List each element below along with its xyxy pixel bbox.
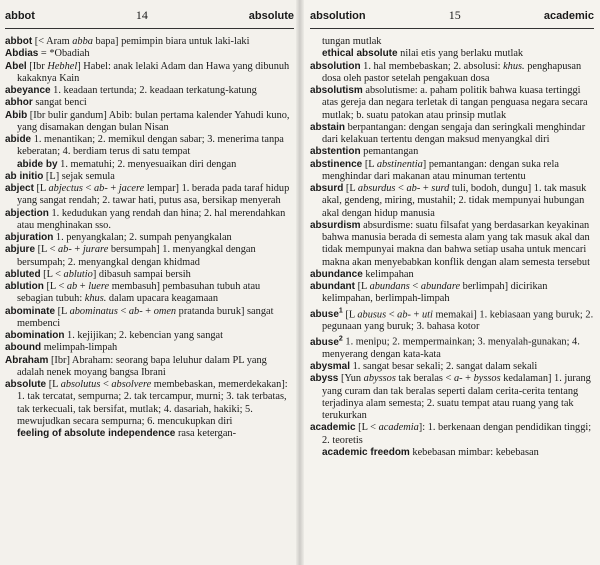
definition-text: [L < [35,244,58,256]
italic-term: luere [88,281,110,292]
definition-text: melimpah-limpah [41,342,118,354]
dictionary-entry [310,220,594,269]
definition-text: rasa ketergan- [175,428,237,439]
definition-text: + [462,373,474,385]
definition-text: = *Obadiah [38,48,90,60]
italic-term: khus. [84,293,107,305]
dictionary-entry [310,146,594,158]
dictionary-entry [310,333,594,361]
headword: abysmal [310,361,351,373]
italic-term: ab- [58,244,72,256]
definition-text: 1. menantikan; 2. memikul dengan sabar; 3. menerima tanpa keberatan; 4. berdiam terus di satu tempat [17,134,284,158]
sub-entry [310,447,594,459]
running-head-right [310,8,594,28]
headword: abbot [5,36,33,47]
definition-text: [L [342,308,358,320]
sub-entry [5,428,294,440]
definition-text: 1. mematuhi; 2. menyesuaikan diri dengan [57,158,237,170]
dictionary-entry [310,159,594,184]
guide-word-last: absolute [248,10,294,22]
italic-term: surd [431,183,450,194]
definition-text: + [410,308,422,320]
headword: absurd [310,183,344,194]
definition-text: berpantangan: dengan sengaja dan seringkali menghindar dari kelakuan tertentu dengan maksud menyangkal diri [322,121,586,145]
headword: abyss [310,373,339,385]
italic-term: abstinentia [376,158,423,170]
headword: abundant [310,281,355,292]
definition-text: pemantangan [360,146,419,158]
definition-text: [L [362,158,377,170]
italic-term: omen [153,305,177,317]
headword: abominate [5,305,56,317]
italic-term: ablutio [63,268,93,280]
headword: ethical absolute [322,48,398,60]
definition-text: nilai etis yang berlaku mutlak [397,48,524,60]
dictionary-entry [310,269,594,281]
definition-text: tuli, bodoh, dungu] 1. tak masuk akal, gendeng, miring, mustahil; 2. tidak mempunyai hubungan akal dengan hidup manusia [322,183,587,219]
headword: ablution [5,281,44,292]
definition-text: absurdisme: suatu filsafat yang berdasarkan keyakinan bahwa manusia berada di semesta alam yang tak masuk akal dan tidak mempunyai makna dan bahwa setiap usaha untuk mencari makna akan menyebabkan konflik dengan alam semesta tersebut [322,219,590,268]
headword: Abraham [5,354,49,366]
dictionary-entry [5,208,294,233]
dictionary-entry [5,232,294,244]
dictionary-entry [310,373,594,422]
dictionary-entry [5,342,294,354]
headword: academic [310,422,356,434]
definition-text: 1. kedudukan yang rendah dan hina; 2. hal merendahkan atau menghinakan sso. [17,207,286,231]
headword: abjuration [5,232,54,243]
definition-text: [L [55,305,70,317]
dictionary-entry [310,306,594,334]
dictionary-entry [5,281,294,306]
headword: abide [5,134,32,145]
definition-text: 1. penyangkalan; 2. sumpah penyangkalan [53,232,232,243]
definition-text: [L [46,379,61,390]
definition-text: [L < [40,268,64,280]
italic-term: abjectus [48,183,83,194]
definition-text: penghapusan dosa oleh pastor setelah pengakuan dosa [322,60,582,84]
italic-term: absurdus [357,183,396,194]
dictionary-entry [5,36,294,48]
definition-text: ] Habel: anak lelaki Adam dan Hawa yang dibunuh kakaknya Kain [17,60,290,84]
dictionary-entry [5,183,294,208]
dictionary-entry [5,171,294,183]
definition-text: membasuh] pembasuhan tubuh atau sebagian tubuh: [17,281,261,305]
italic-term: abundare [420,281,461,292]
italic-term: ab- [397,308,411,320]
headword: abuse$^2$ [310,335,343,348]
dictionary-entry [5,134,294,159]
guide-word-first: absolution [310,10,366,22]
italic-term: ab- [128,305,143,317]
italic-term: jurare [82,244,109,256]
guide-word-last: academic [543,10,594,22]
dictionary-entry [5,306,294,331]
italic-term: absolutus [60,379,101,390]
headword: academic freedom [322,446,410,458]
definition-text: < [409,281,421,292]
headword: abomination [5,330,65,341]
italic-term: a- [453,373,463,385]
italic-term: abominatus [69,305,118,317]
headword: abjure [5,244,36,256]
dictionary-entry [5,85,294,97]
definition-text: memakai] 1. kebiasaan yang buruk; 2. pegunaan yang buruk; 3. bahasa kotor [322,308,594,333]
definition-text: [L] sejak semula [43,170,115,182]
page-number: 14 [135,8,148,22]
headword: abstain [310,121,346,133]
definition-text: kebebasan mimbar: kebebasan [409,446,539,458]
italic-term: abusus [357,308,387,320]
headword: absurdism [310,219,361,231]
italic-term: byssos [473,373,501,385]
definition-text: + [142,305,154,317]
headword: abject [5,183,34,194]
header-rule [310,28,594,29]
definition-text: membebaskan, memerdekakan]: 1. tak tercatat, sempurna; 2. tak tercampur, murni; 3. tak terbatas, tak terkecuali, tak bersifat, mutlak; 4. dasariah, hakiki; 5. mewujudkan secara sempurna; 6. mencukupkan diri [17,379,288,427]
definition-text: 1. sangat besar sekali; 2. sangat dalam sekali [350,361,538,373]
definition-text: 1. menipu; 2. mempermainkan; 3. menyalah-gunakan; 4. menyerang dengan kata-kata [322,336,580,360]
headword: abstention [310,146,361,158]
definition-text: [L < [43,281,67,292]
italic-term: ab- [93,183,108,194]
dictionary-entry [310,122,594,147]
headword: absolute [5,379,47,390]
headword: abuse$^1$ [310,307,343,320]
definition-text: absolutisme: a. paham politik bahwa kuasa tertinggi atas gereja dan negara terletak di tangan penguasa negara secara mutlak; b. suatu patokan atau prinsip mutlak [322,85,588,121]
dictionary-entry [310,183,594,220]
headword: abound [5,342,42,354]
definition-text: lempar] 1. berada pada taraf hidup yang sangat rendah; 2. tawar hati, putus asa, bersikap menyerah [17,183,290,207]
italic-term: absolvere [111,379,152,390]
dictionary-entry [5,61,294,86]
definition-text: 1. kejijikan; 2. kebencian yang sangat [64,330,224,341]
dictionary-entry [5,110,294,135]
definition-text: < [100,379,112,390]
definition-text: kedalaman] 1. jurang yang curam dan tak beralas seperti dalam cerita-cerita tentang terjadinya alam semesta; 2. suatu tempat atau ruang yang tak terukurkan [322,373,591,422]
definition-text: + [77,281,89,292]
definition-text: [L [355,281,370,292]
definition-text: [L [343,183,358,194]
italic-term: ab- [406,183,421,194]
italic-term: Hebhel [47,60,78,72]
definition-text: ] pemantangan: dengan suka rela menghindar dari makanan atau minuman tertentu [322,158,559,182]
entry-continuation [310,36,594,48]
definition-text: pratanda buruk] sangat membenci [17,305,274,329]
definition-text: + [420,183,432,194]
definition-text: [< Aram [32,36,73,47]
headword: absolution [310,60,361,72]
definition-text: [Ibr [26,60,48,72]
definition-text: sangat benci [32,97,87,109]
definition-text: [Ibr bulir gandum] Abib: bulan pertama kalender Yahudi kuno, yang disamakan dengan bulan Nisan [17,109,290,133]
italic-term: khus. [503,60,525,72]
dictionary-entry [5,244,294,269]
headword: feeling of absolute independence [17,428,176,439]
dictionary-entry [5,330,294,342]
definition-text: tungan mutlak [322,36,382,47]
dictionary-entry [5,269,294,281]
dictionary-entry [310,361,594,373]
book-gutter [296,0,304,565]
headword: Abel [5,60,27,72]
dictionary-entry [310,85,594,122]
dictionary-entry [310,422,594,447]
definition-text: kelimpahan [362,268,414,280]
entry-list [5,36,294,440]
definition-text: + [107,183,119,194]
definition-text: + [71,244,83,256]
definition-text: < [117,305,129,317]
right-page [300,0,600,565]
sub-entry [310,48,594,60]
italic-term: academia [378,422,419,434]
italic-term: abyssos [363,373,396,385]
definition-text: ]: 1. berkenaan dengan pendidikan tinggi; 2. teoretis [322,422,592,446]
definition-text: [Ibr] Abraham: seorang bapa leluhur dalam PL yang adalah nenek moyang bangsa Ibrani [17,354,267,378]
definition-text: [L [33,183,49,194]
definition-text: 1. keadaan tertunda; 2. keadaan terkatung-katung [50,85,257,96]
definition-text: dalam upacara keagamaan [106,293,219,305]
dictionary-entry [310,61,594,86]
guide-word-first: abbot [5,10,35,22]
headword: abhor [5,97,33,109]
headword: absolutism [310,85,363,96]
headword: ab initio [5,170,44,182]
definition-text: bersumpah] 1. menyangkal dengan bersumpah; 2. menyangkal dengan khidmad [17,244,256,268]
headword: abeyance [5,85,51,96]
italic-term: abba [72,36,93,47]
definition-text: berlimpah] dicirikan kelimpahan, berlimpah-limpah [322,281,548,305]
definition-text: < [386,308,398,320]
entry-list [310,36,594,459]
headword: Abdias [5,48,39,60]
dictionary-entry [5,355,294,380]
dictionary-entry [5,379,294,428]
definition-text: [Yun [338,373,364,385]
definition-text: tak beralas < [395,373,454,385]
headword: abstinence [310,158,363,170]
definition-text: < [82,183,94,194]
headword: abjection [5,207,49,219]
dictionary-entry [5,48,294,60]
italic-term: abundans [369,281,410,292]
definition-text: 1. hal membebaskan; 2. absolusi: [360,60,504,72]
dictionary-entry [310,281,594,306]
running-head-left [5,8,294,28]
headword: abundance [310,268,363,280]
definition-text: ] dibasuh sampai bersih [92,268,191,280]
italic-term: jacere [118,183,145,194]
headword: abide by [17,158,58,170]
definition-text: [L < [355,422,379,434]
page-number: 15 [448,8,461,22]
headword: Abib [5,109,28,121]
italic-term: uti [421,308,433,320]
headword: abluted [5,268,41,280]
dictionary-entry [5,97,294,109]
italic-term: ab [66,281,78,292]
header-rule [5,28,294,29]
definition-text: bapa] pemimpin biara untuk laki-laki [92,36,250,47]
sub-entry [5,159,294,171]
definition-text: < [395,183,407,194]
